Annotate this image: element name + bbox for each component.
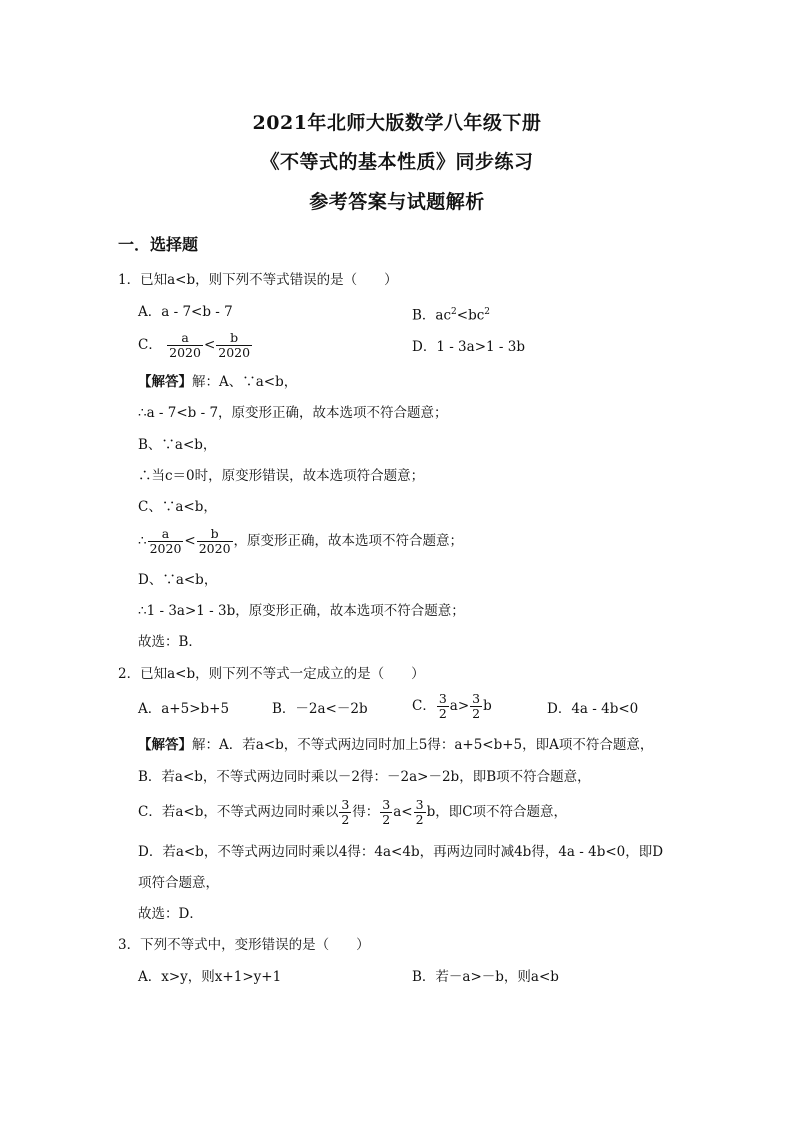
text-run: 2020	[198, 541, 231, 556]
text-run: a<	[393, 804, 413, 820]
fraction	[148, 527, 184, 556]
q2-solution-line: 故选：D．	[138, 906, 203, 922]
text-run: b	[216, 331, 252, 346]
fraction	[197, 527, 233, 556]
text-run: ，原变形正确，故本选项不符合题意；	[233, 533, 464, 549]
q1-solution-line: ∴当c＝0时，原变形错误，故本选项符合题意；	[138, 468, 425, 484]
q2-stem: 2．已知a<b，则下列不等式一定成立的是（ ）	[118, 666, 425, 682]
text-run: 3	[382, 797, 391, 812]
q2-solution-line: D．若a<b，不等式两边同时乘以4得：4a<4b，再两边同时减4b得，4a - 4b<0，即D	[138, 844, 664, 860]
q1-solution-line: B、∵a<b，	[138, 437, 217, 453]
q2-option-d: D．4a - 4b<0	[547, 701, 639, 717]
q3-option-a: A．x>y，则x+1>y+1	[138, 969, 282, 985]
fraction	[339, 798, 351, 827]
q2-solution-line: 项符合题意，	[138, 875, 219, 891]
text-run: a	[148, 527, 184, 542]
q1-solution-line	[138, 527, 463, 556]
text-run: C．	[412, 698, 436, 714]
q1-stem: 1．已知a<b，则下列不等式错误的是（ ）	[118, 272, 398, 288]
q2-solution-line	[138, 798, 567, 827]
fraction	[380, 798, 392, 827]
text-run: 2020	[218, 345, 251, 360]
q2-option-c	[412, 692, 492, 721]
text-run: 3	[438, 691, 447, 706]
q1-solution-line: D、∵a<b，	[138, 572, 218, 588]
solution-tag: 【解答】	[138, 374, 192, 390]
text-run: 3	[472, 691, 481, 706]
text-run: 解：A．若a<b，不等式两边同时加上5得：a+5<b+5，即A项不符合题意，	[192, 737, 654, 753]
text-run: 2	[484, 307, 491, 317]
q3-stem: 3．下列不等式中，变形错误的是（ ）	[118, 937, 370, 953]
text-run: 2020	[169, 345, 201, 360]
text-run: 2	[472, 706, 481, 721]
text-run: 2	[438, 706, 447, 721]
q2-solution-line: B．若a<b，不等式两边同时乘以－2得：－2a>－2b，即B项不符合题意，	[138, 769, 591, 785]
text-run: b	[197, 527, 233, 542]
text-run: 3	[341, 797, 350, 812]
q2-solution-line	[138, 735, 653, 755]
text-run: 2	[451, 307, 457, 317]
q1-option-c	[138, 331, 253, 360]
text-run: 2	[341, 812, 350, 827]
section-heading: 一．选择题	[118, 235, 199, 254]
q1-option-b	[412, 302, 490, 326]
text-run: C．若a<b，不等式两边同时乘以	[138, 804, 339, 820]
q1-solution-line	[138, 372, 297, 392]
text-run: 2	[415, 812, 424, 827]
text-run: a	[167, 331, 203, 346]
q3-option-b: B．若－a>－b，则a<b	[412, 969, 559, 985]
doc-title: 2021年北师大版数学八年级下册	[252, 112, 542, 134]
solution-tag: 【解答】	[138, 737, 192, 753]
text-run: 解：A、∵a<b，	[192, 374, 298, 390]
q1-option-d: D．1 - 3a>1 - 3b	[412, 339, 525, 355]
text-run: <	[203, 337, 216, 353]
text-run: 2020	[149, 541, 182, 556]
text-run: 得：	[352, 804, 380, 820]
text-run: b	[483, 698, 492, 714]
fraction	[216, 331, 252, 360]
doc-subtitle: 《不等式的基本性质》同步练习	[260, 151, 534, 173]
text-run: 3	[415, 797, 424, 812]
q2-option-a: A．a+5>b+5	[138, 701, 230, 717]
text-run: C．	[138, 337, 162, 353]
q1-solution-line: 故选：B．	[138, 634, 202, 650]
text-run: B．ac	[412, 307, 452, 324]
fraction	[437, 692, 449, 721]
fraction	[414, 798, 426, 827]
q2-option-b: B．－2a<－2b	[272, 701, 368, 717]
q1-solution-line: C、∵a<b，	[138, 499, 217, 515]
fraction	[167, 331, 203, 360]
text-run: <	[184, 533, 196, 549]
q1-option-a: A．a - 7<b - 7	[138, 304, 233, 320]
q1-solution-line: ∴a - 7<b - 7，原变形正确，故本选项不符合题意；	[138, 405, 448, 421]
doc-answer-heading: 参考答案与试题解析	[309, 191, 485, 213]
fraction	[470, 692, 482, 721]
text-run: b，即C项不符合题意，	[426, 804, 568, 820]
text-run: <bc	[456, 307, 485, 324]
q1-solution-line: ∴1 - 3a>1 - 3b，原变形正确，故本选项不符合题意；	[138, 603, 465, 619]
text-run: 2	[382, 812, 391, 827]
text-run: a>	[449, 698, 470, 714]
text-run: ∴	[138, 533, 147, 549]
